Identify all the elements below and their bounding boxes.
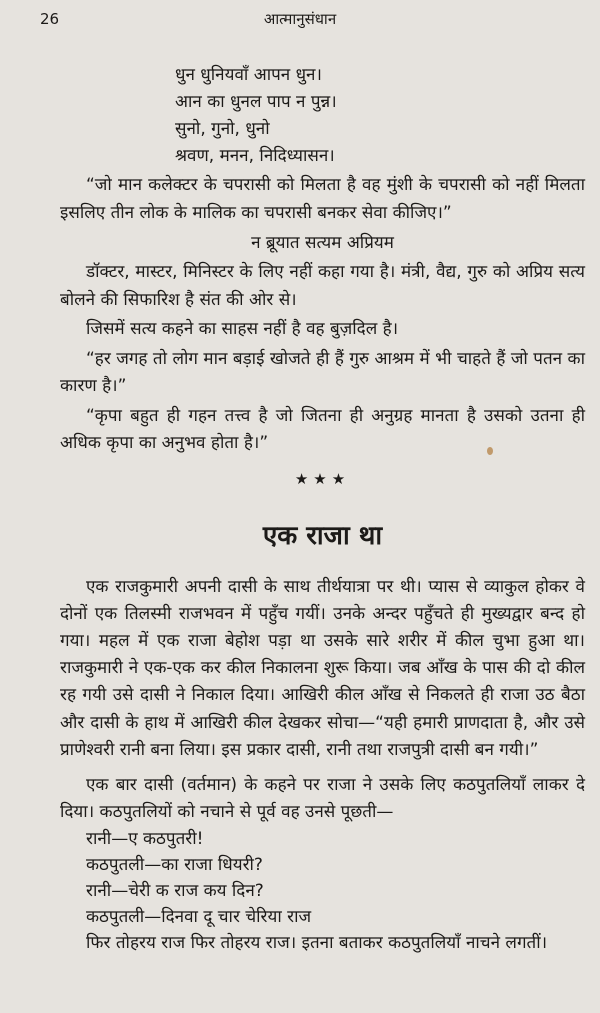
story-last-line: फिर तोहरय राज फिर तोहरय राज। इतना बताकर कठपुतलियाँ नाचने लगतीं। <box>86 933 548 954</box>
sanskrit-line: न ब्रूयात सत्यम अप्रियम <box>251 233 394 253</box>
dialog-line: कठपुतली—का राजा धियरी? <box>86 855 263 876</box>
verse-line: श्रवण, मनन, निदिध्यासन। <box>175 146 335 166</box>
verse-line: धुन धुनियवाँ आपन धुन। <box>175 65 322 85</box>
verse-block <box>175 62 585 170</box>
paragraph-collector-quote: “जो मान कलेक्टर के चपरासी को मिलता है वह मुंशी के चपरासी को नहीं मिलता इसलिए तीन लोक के मालिक का चपरासी बनकर सेवा कीजिए।” <box>60 175 585 223</box>
verse-line: सुनो, गुनो, धुनो <box>175 119 270 139</box>
story-paragraph-2: एक बार दासी (वर्तमान) के कहने पर राजा ने उसके लिए कठपुतलियाँ लाकर दे दिया। कठपुतलियों को नचाने से पूर्व वह उनसे पूछती— <box>60 774 585 823</box>
paragraph-ashram: “हर जगह तो लोग मान बड़ाई खोजते ही हैं गुरु आश्रम में भी चाहते हैं जो पतन का कारण है।” <box>60 348 585 396</box>
paragraph-grace: “कृपा बहुत ही गहन तत्त्व है जो जितना ही अनुग्रह मानता है उसको उतना ही अधिक कृपा का अनुभव होता है।” <box>60 405 585 453</box>
paper-stain <box>487 447 493 455</box>
story-body <box>60 574 585 958</box>
paragraph-courage: जिसमें सत्य कहने का साहस नहीं है वह बुज़दिल है। <box>86 319 399 339</box>
dialog-line: रानी—चेरी क राज कय दिन? <box>86 881 264 902</box>
page-body <box>60 62 585 958</box>
story-paragraph-1: एक राजकुमारी अपनी दासी के साथ तीर्थयात्रा पर थी। प्यास से व्याकुल होकर वे दोनों एक तिलस्मी राजभवन में पहुँच गयीं। उनके अन्दर पहुँचते ही मुख्यद्वार बन्द हो गया। महल में एक राजा बेहोश पड़ा था उसके सारे शरीर में कील चुभा हुआ था। राजकुमारी ने एक-एक कर कील निकालना शुरू किया। जब आँख के पास की दो कील रह गयी उसे दासी ने निकाल दिया। आखिरी कील आँख से निकलते ही राजा उठ बैठा और दासी के हाथ में आखिरी कील देखकर सोचा—“यही हमारी प्राणदाता है, और उसे प्राणेश्वरी रानी बना लिया। इस प्रकार दासी, रानी तथा राजपुत्री दासी बन गयी।” <box>60 576 585 760</box>
verse-line: आन का धुनल पाप न पुन्न। <box>175 92 337 112</box>
dialog-line: रानी—ए कठपुतरी! <box>86 829 204 850</box>
section-separator: ★★★ <box>294 469 351 488</box>
paragraph-doctors: डॉक्टर, मास्टर, मिनिस्टर के लिए नहीं कहा गया है। मंत्री, वैद्य, गुरु को अप्रिय सत्य बोलने की सिफारिश है संत की ओर से। <box>60 262 585 310</box>
dialog-line: कठपुतली—दिनवा दू चार चेरिया राज <box>86 907 312 928</box>
page-header <box>0 6 600 32</box>
dialog-block <box>60 826 585 930</box>
page-number: 26 <box>40 10 60 28</box>
running-title: आत्मानुसंधान <box>263 10 337 28</box>
story-title: एक राजा था <box>262 520 383 551</box>
